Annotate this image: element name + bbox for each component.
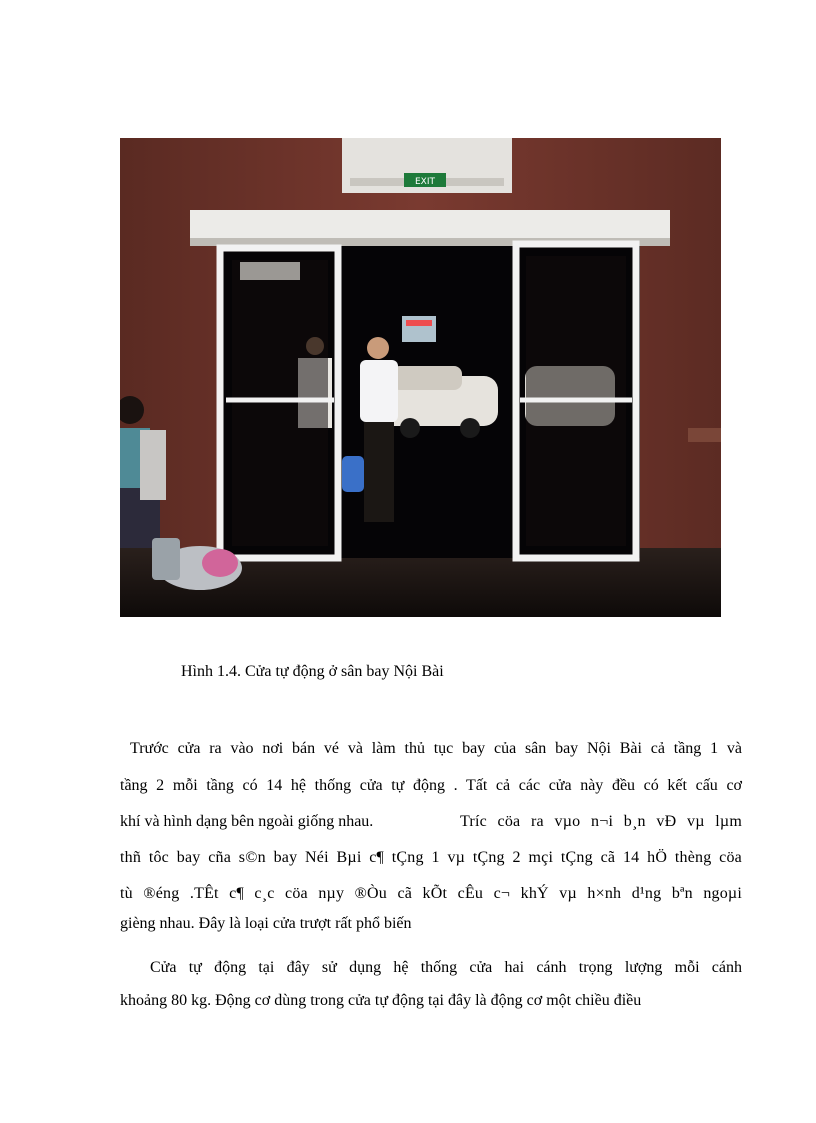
paragraph-1-line-1: Trước cửa ra vào nơi bán vé và làm thủ tục bay của sân bay Nội Bài cả tầng 1 và [130, 740, 742, 757]
paragraph-2-line-1: Cửa tự động tại đây sử dụng hệ thống cửa hai cánh trọng lượng mỗi cánh [150, 959, 742, 976]
paragraph-1-line-2: tầng 2 mỗi tầng có 14 hệ thống cửa tự động . Tất cả các cửa này đều có kết cấu cơ [120, 777, 742, 794]
paragraph-1-line-3 [120, 811, 742, 833]
paragraph-1-line-4: thñ tôc bay cña s©n bay Néi Bµi c¶ tÇng 1 vµ tÇng 2 mçi tÇng cã 14 hÖ thèng cöa [120, 849, 742, 866]
paragraph-1-line-6: gièng nhau. Đây là loại cửa trượt rất phổ biến [120, 915, 412, 932]
paragraph-1-line-3b: Tríc cöa ra vµo n¬i b¸n vÐ vµ lµm [460, 813, 742, 830]
paragraph-1-line-3a: khí và hình dạng bên ngoài giống nhau. [120, 813, 374, 830]
figure-photo [120, 138, 721, 617]
figure-caption: Hình 1.4. Cửa tự động ở sân bay Nội Bài [181, 663, 444, 680]
paragraph-2-line-2: khoảng 80 kg. Động cơ dùng trong cửa tự động tại đây là động cơ một chiều điều [120, 992, 642, 1009]
exit-sign-text: EXIT [414, 177, 436, 187]
paragraph-1-line-5: tù ®éng .TÊt c¶ c¸c cöa nµy ®Òu cã kÕt cÊu c¬ khÝ vµ h×nh d¹ng bªn ngoµi [120, 885, 742, 902]
